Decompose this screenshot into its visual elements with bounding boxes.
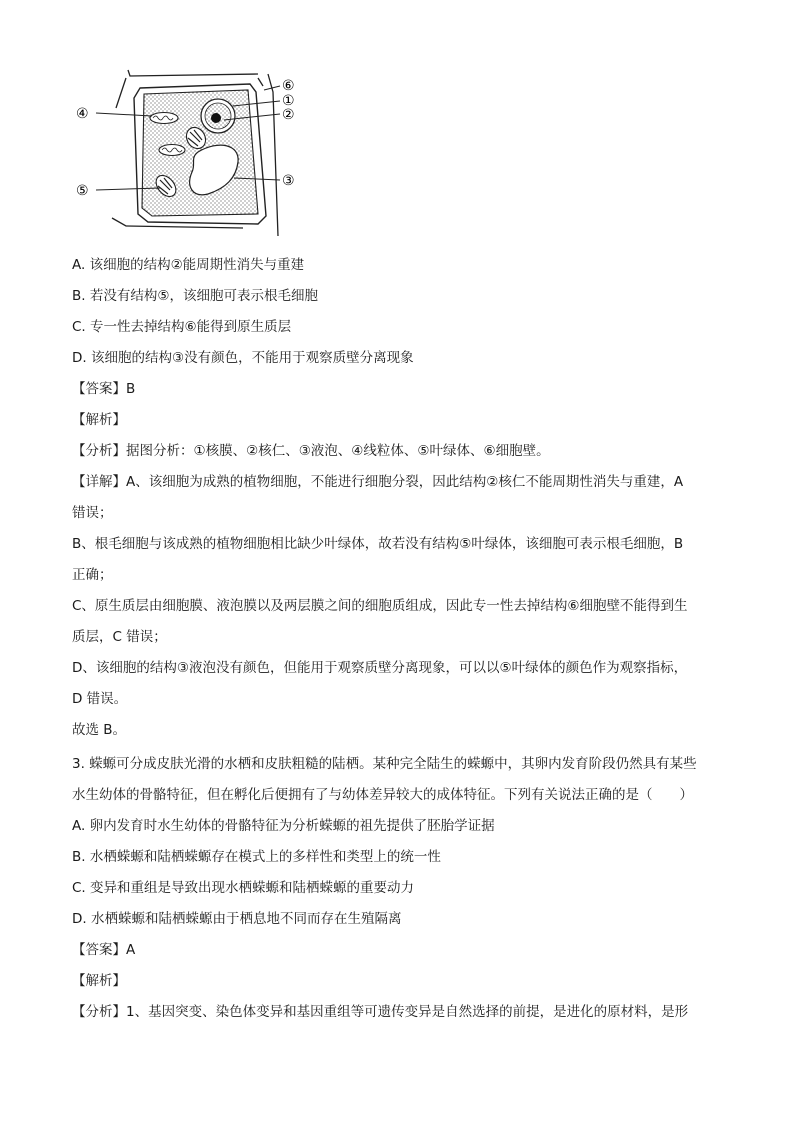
label-nucleolus: ② [282, 107, 295, 123]
q3-option-c: C. 变异和重组是导致出现水栖蝾螈和陆栖蝾螈的重要动力 [72, 880, 415, 896]
q3-stem-line: 3. 蝾螈可分成皮肤光滑的水栖和皮肤粗糙的陆栖。某种完全陆生的蝾螈中，其卵内发育阶段仍然具有某些 [72, 756, 697, 772]
q3-analysis-line: 【分析】1、基因突变、染色体变异和基因重组等可遗传变异是自然选择的前提，是进化的原材料，是形 [72, 1004, 689, 1020]
label-chloroplast: ⑤ [76, 183, 89, 199]
q2-option-a: A. 该细胞的结构②能周期性消失与重建 [72, 257, 305, 273]
label-vacuole: ③ [282, 173, 295, 189]
q2-analysis-line: C、原生质层由细胞膜、液泡膜以及两层膜之间的细胞质组成，因此专一性去掉结构⑥细胞壁不能得到生 [72, 598, 688, 614]
label-nuclear-membrane: ① [282, 93, 295, 109]
q3-stem-line: 水生幼体的骨骼特征，但在孵化后便拥有了与幼体差异较大的成体特征。下列有关说法正确的是（ ） [72, 787, 693, 803]
label-cell-wall: ⑥ [282, 78, 295, 94]
plant-cell-diagram [68, 68, 308, 238]
q3-option-a: A. 卵内发育时水生幼体的骨骼特征为分析蝾螈的祖先提供了胚胎学证据 [72, 818, 495, 834]
q2-option-b: B. 若没有结构⑤，该细胞可表示根毛细胞 [72, 288, 318, 304]
q2-option-d: D. 该细胞的结构③没有颜色，不能用于观察质壁分离现象 [72, 350, 414, 366]
q2-answer: 【答案】B [72, 381, 136, 397]
q2-analysis-line: 正确； [72, 567, 113, 583]
q2-analysis-line: 【详解】A、该细胞为成熟的植物细胞，不能进行细胞分裂，因此结构②核仁不能周期性消失与重建，A [72, 474, 684, 490]
q2-analysis-line: 故选 B。 [72, 722, 127, 738]
q2-analysis-line: 质层，C 错误； [72, 629, 167, 645]
q2-analysis-title: 【解析】 [72, 412, 126, 428]
q3-option-d: D. 水栖蝾螈和陆栖蝾螈由于栖息地不同而存在生殖隔离 [72, 911, 402, 927]
q3-answer: 【答案】A [72, 942, 136, 958]
q3-analysis-title: 【解析】 [72, 973, 126, 989]
label-mitochondrion: ④ [76, 106, 89, 122]
q2-analysis-line: 错误； [72, 505, 113, 521]
q2-analysis-line: B、根毛细胞与该成熟的植物细胞相比缺少叶绿体，故若没有结构⑤叶绿体，该细胞可表示根毛细胞，B [72, 536, 684, 552]
q2-analysis-line: 【分析】据图分析：①核膜、②核仁、③液泡、④线粒体、⑤叶绿体、⑥细胞壁。 [72, 443, 550, 459]
q3-option-b: B. 水栖蝾螈和陆栖蝾螈存在模式上的多样性和类型上的统一性 [72, 849, 441, 865]
q2-analysis-line: D、该细胞的结构③液泡没有颜色，但能用于观察质壁分离现象，可以以⑤叶绿体的颜色作为观察指标， [72, 660, 688, 676]
q2-analysis-line: D 错误。 [72, 691, 128, 707]
q2-option-c: C. 专一性去掉结构⑥能得到原生质层 [72, 319, 292, 335]
